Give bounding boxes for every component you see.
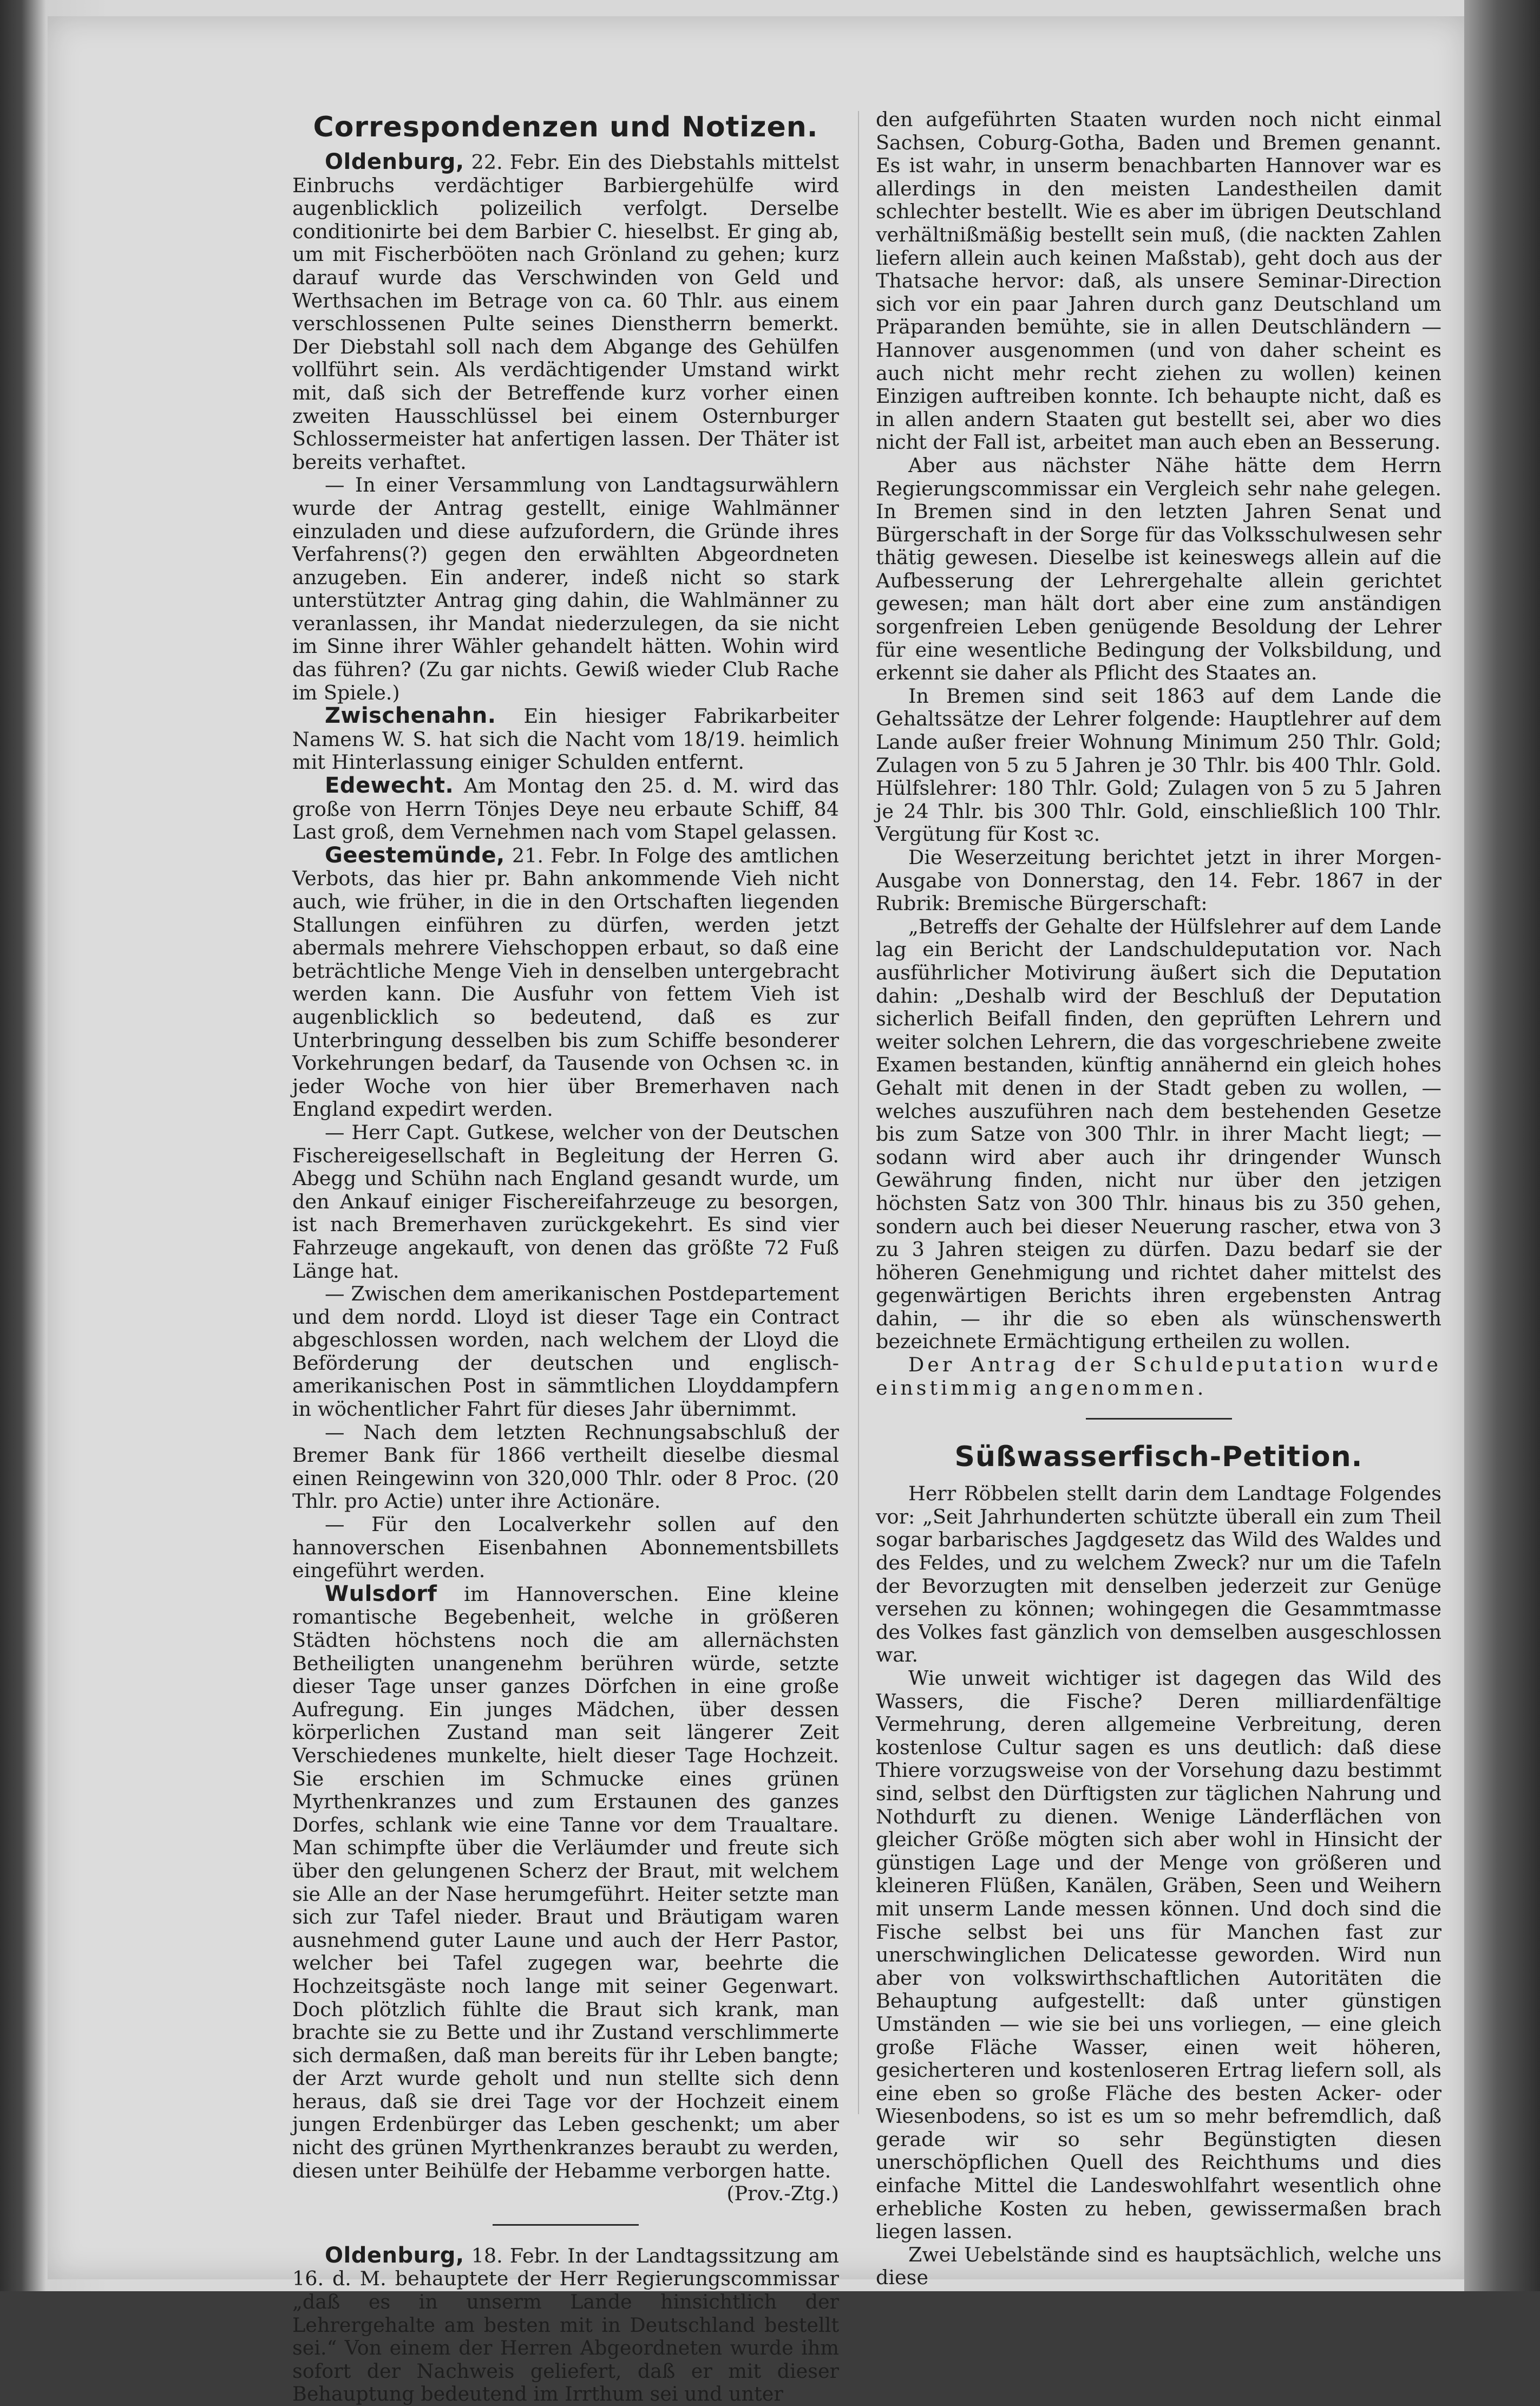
continued-text: den aufgeführten Staaten wurden noch nicht einmal Sachsen, Coburg-Gotha, Baden und Bremen genannt. Es ist wahr, in unserm benachbarten Hannover war es allerdings in den meisten Landestheilen damit schlechter bestellt. Wie es aber im übrigen Deutschland verhältnißmäßig bestellt sein muß, (die nackten Zahlen liefern allein auch keinen Maßstab), geht doch aus der Thatsache hervor: daß, als unsere Seminar-Direction sich vor ein paar Jahren durch ganz Deutschland um Präparanden bemühte, sie in allen Deutschländern — Hannover ausgenommen (und von daher scheint es auch nicht mehr recht ziehen zu wollen) keinen Einzigen auftreiben konnte. Ich behaupte nicht, daß es in allen andern Staaten gut bestellt sei, aber wo dies nicht der Fall ist, arbeitet man auch eben an Besserung.	[876, 108, 1441, 454]
news-item	[292, 474, 839, 704]
news-item	[292, 2244, 839, 2406]
news-text: — Für den Localverkehr sollen auf den hannoverschen Eisenbahnen Abonnementsbillets eingeführt werden.	[292, 1513, 839, 1583]
right-column	[876, 108, 1441, 2290]
place-name: Oldenburg,	[325, 2242, 464, 2268]
news-item	[292, 1513, 839, 1583]
news-text: 22. Febr. Ein des Diebstahls mittelst Einbruchs verdächtiger Barbiergehülfe wird augenblicklich polizeilich verfolgt. Derselbe conditionirte bei dem Barbier C. hieselbst. Er ging ab, um mit Fischerbööten nach Grönland zu gehen; kurz darauf wurde das Verschwinden von Geld und Werthsachen im Betrage von ca. 60 Thlr. aus einem verschlossenen Pulte seines Dienstherrn bemerkt. Der Diebstahl soll nach dem Abgange des Gehülfen vollführt sein. Als verdächtigender Umstand wirkt mit, daß sich der Betreffende kurz vorher einen zweiten Hausschlüssel bei einem Osternburger Schlossermeister hat anfertigen lassen. Der Thäter ist bereits verhaftet.	[292, 151, 840, 474]
news-item	[292, 151, 839, 474]
news-text: — Zwischen dem amerikanischen Postdepartement und dem nordd. Lloyd ist dieser Tage ein Contract abgeschlossen worden, nach welchem der Lloyd die Beförderung der deutschen und englisch-amerikanischen Post in sämmtlichen Lloyddampfern in wöchentlicher Fahrt für dieses Jahr übernimmt.	[292, 1282, 839, 1421]
article-headline: Süßwasserfisch-Petition.	[954, 1441, 1363, 1474]
place-name: Wulsdorf	[325, 1581, 437, 1606]
news-item	[292, 774, 839, 844]
source-signature: (Prov.-Ztg.)	[726, 2182, 839, 2206]
news-item	[292, 1583, 839, 2206]
place-name: Edewecht.	[325, 773, 454, 799]
news-item	[292, 704, 839, 774]
article-paragraph: Herr Röbbelen stellt darin dem Landtage Folgendes vor: „Seit Jahrhunderten schützte überall ein zum Theil sogar barbarisches Jagdgesetz das Wild des Waldes und des Feldes, und zu welchem Zweck? nur um die Tafeln der Bevorzugten mit denselben jederzeit zur Genüge versehen zu können; wohingegen die Gesammtmasse des Volkes fast gänzlich von demselben ausgeschlossen war.	[876, 1482, 1441, 1667]
news-text: Am Montag den 25. d. M. wird das große von Herrn Tönjes Deye neu erbaute Schiff, 84 Last groß, dem Vernehmen nach vom Stapel gelassen.	[292, 774, 839, 844]
news-text: 21. Febr. In Folge des amtlichen Verbots, das hier pr. Bahn ankommende Vieh nicht auch, wie früher, in die in den Ortschaften liegenden Stallungen einführen zu dürfen, werden jetzt abermals mehrere Viehschoppen erbaut, so daß eine beträchtliche Menge Vieh in denselben untergebracht werden kann. Die Ausfuhr von fettem Vieh ist augenblicklich so bedeutend, daß es zur Unterbringung desselben bis zum Schiffe besonderer Vorkehrungen bedarf, da Tausende von Ochsen ꝛc. in jeder Woche von hier über Bremerhaven nach England expedirt werden.	[292, 844, 840, 1121]
news-item	[292, 844, 839, 1121]
news-item	[292, 1421, 839, 1513]
news-text: — In einer Versammlung von Landtagsurwählern wurde der Antrag gestellt, einige Wahlmänner einzuladen und diese aufzufordern, die Gründe ihres Verfahrens(?) gegen den erwählten Abgeordneten anzugeben. Ein anderer, indeß nicht so stark unterstützter Antrag ging dahin, die Wahlmänner zu veranlassen, ihr Mandat niederzulegen, da sie nicht im Sinne ihrer Wähler gehandelt hätten. Wohin wird das führen? (Zu gar nichts. Gewiß wieder Club Rache im Spiele.)	[292, 473, 839, 704]
section-separator	[1086, 1418, 1232, 1420]
news-text: 18. Febr. In der Landtagssitzung am 16. d. M. behauptete der Herr Regierungscommissar „daß es in unserm Lande hinsichtlich der Lehrergehalte am besten mit in Deutschland bestellt sei.“ Von einem der Herren Abgeordneten wurde ihm sofort der Nachweis geliefert, daß er mit dieser Behauptung bedeutend im Irrthum sei und unter	[292, 2244, 840, 2406]
page-edge-shadow	[1464, 0, 1540, 2291]
column-divider	[858, 111, 859, 2114]
article-paragraph: In Bremen sind seit 1863 auf dem Lande die Gehaltssätze der Lehrer folgende: Hauptlehrer auf dem Lande außer freier Wohnung Minimum 250 Thlr. Gold; Zulagen von 5 zu 5 Jahren je 30 Thlr. bis 400 Thlr. Gold. Hülfslehrer: 180 Thlr. Gold; Zulagen von 5 zu 5 Jahren je 24 Thlr. bis 300 Thlr. Gold, einschließlich 100 Thlr. Vergütung für Kost ꝛc.	[876, 684, 1441, 846]
place-name: Oldenburg,	[325, 149, 464, 174]
news-text: — Nach dem letzten Rechnungsabschluß der Bremer Bank für 1866 vertheilt dieselbe diesmal einen Reingewinn von 320,000 Thlr. oder 8 Proc. (20 Thlr. pro Actie) unter ihre Actionäre.	[292, 1420, 839, 1513]
article-paragraph: Zwei Uebelstände sind es hauptsächlich, welche uns diese	[876, 2242, 1441, 2290]
place-name: Zwischenahn.	[325, 703, 496, 729]
section-headline: Correspondenzen und Notizen.	[313, 111, 818, 143]
section-separator	[493, 2224, 639, 2226]
news-item	[292, 1283, 839, 1421]
article-paragraph: Der Antrag der Schuldeputation wurde einstimmig angenommen.	[876, 1353, 1441, 1400]
article-paragraph: „Betreffs der Gehalte der Hülfslehrer auf dem Lande lag ein Bericht der Landschuldeputation vor. Nach ausführlicher Motivirung äußert sich die Deputation dahin: „Deshalb wird der Beschluß der Deputation sicherlich Beifall finden, den geprüften Lehrern und weiter solchen Lehrern, die das vorgeschriebene zweite Examen bestanden, künftig annähernd ein gleich hohes Gehalt mit denen in der Stadt geben zu wollen, — welches auszuführen nach dem bestehenden Gesetze bis zum Satze von 300 Thlr. in ihrer Macht liegt; — sodann wird aber auch ihr dringender Wunsch Gewährung finden, nicht nur über den jetzigen höchsten Satz von 300 Thlr. hinaus bis zu 350 gehen, sondern auch bei dieser Neuerung rascher, etwa von 3 zu 3 Jahren steigen zu dürfen. Dazu bedarf sie der höheren Genehmigung und richtet daher mittelst des gegenwärtigen Berichts ihren ergebensten Antrag dahin, — ihr die so eben als wünschenswerth bezeichnete Ermächtigung ertheilen zu wollen.	[876, 914, 1441, 1354]
news-text: — Herr Capt. Gutkese, welcher von der Deutschen Fischereigesellschaft in Begleitung der Herren G. Abegg und Schühn nach England gesandt wurde, um den Ankauf einiger Fischereifahrzeuge zu besorgen, ist nach Bremerhaven zurückgekehrt. Es sind vier Fahrzeuge angekauft, von denen das größte 72 Fuß Länge hat.	[292, 1120, 839, 1283]
article-paragraph: Aber aus nächster Nähe hätte dem Herrn Regierungscommissar ein Vergleich sehr nahe gelegen. In Bremen sind in den letzten Jahren Senat und Bürgerschaft in der Sorge für das Volksschulwesen sehr thätig gewesen. Dieselbe ist keineswegs allein auf die Aufbesserung der Lehrergehalte allein gerichtet gewesen; man hält dort aber eine zum anständigen sorgenfreien Leben genügende Besoldung der Lehrer für eine wesentliche Bedingung der Volksbildung, und erkennt sie daher als Pflicht des Staates an.	[876, 453, 1441, 685]
article-paragraph: Wie unweit wichtiger ist dagegen das Wild des Wassers, die Fische? Deren milliardenfältige Vermehrung, deren allgemeine Verbreitung, deren kostenlose Cultur sagen es uns deutlich: daß diese Thiere vorzugsweise von der Vorsehung dazu bestimmt sind, selbst den Dürftigsten zur täglichen Nahrung und Nothdurft zu dienen. Wenige Länderflächen von gleicher Größe mögten sich aber wohl in Hinsicht der günstigen Lage und der Menge von größeren und kleineren Flüßen, Kanälen, Gräben, Seen und Weihern mit unserm Lande messen können. Und doch sind die Fische selbst bei uns für Manchen fast zur unerschwinglichen Delicatesse geworden. Wird nun aber von volkswirthschaftlichen Autoritäten die Behauptung aufgestellt: daß unter günstigen Umständen — wie sie bei uns vorliegen, — eine gleich große Fläche Wasser, einen weit höheren, gesicherteren und kostenloseren Ertrag liefern soll, als eine eben so große Fläche des besten Acker- oder Wiesenbodens, so ist es um so mehr befremdlich, daß gerade wir so sehr Begünstigten diesen unerschöpflichen Quell des Reichthums und dies einfache Mittel die Landeswohlfahrt wesentlich ohne erhebliche Kosten zu heben, gewissermaßen brach liegen lassen.	[876, 1666, 1441, 2244]
news-item	[292, 1121, 839, 1283]
news-text: im Hannoverschen. Eine kleine romantische Begebenheit, welche in größeren Städten höchstens noch die am allernächsten Betheiligten unangenehm berühren würde, setzte dieser Tage unser ganzes Dörfchen in eine große Aufregung. Ein junges Mädchen, über dessen körperlichen Zustand man seit längerer Zeit Verschiedenes munkelte, hielt dieser Tage Hochzeit. Sie erschien im Schmucke eines grünen Myrthenkranzes und zum Erstaunen des ganzes Dorfes, schlank wie eine Tanne vor dem Traualtare. Man schimpfte über die Verläumder und freute sich über den gelungenen Scherz der Braut, mit welchem sie Alle an der Nase herumgeführt. Heiter setzte man sich zur Tafel nieder. Braut und Bräutigam waren ausnehmend guter Laune und auch der Herr Pastor, welcher bei Tafel zugegen war, beehrte die Hochzeitsgäste noch lange mit seiner Gegenwart. Doch plötzlich fühlte die Braut sich krank, man brachte sie zu Bette und ihr Zustand verschlimmerte sich dermaßen, daß man bereits für ihr Leben bangte; der Arzt wurde geholt und nun stellte sich denn heraus, daß sie drei Tage vor der Hochzeit einem jungen Erdenbürger das Leben geschenkt; um aber nicht des grünen Myrthenkranzes beraubt zu werden, diesen unter Beihülfe der Hebamme verborgen hatte.	[292, 1582, 839, 2182]
news-text: Ein hiesiger Fabrikarbeiter Namens W. S. hat sich die Nacht vom 18/19. heimlich mit Hinterlassung einiger Schulden entfernt.	[292, 704, 839, 774]
place-name: Geestemünde,	[325, 842, 505, 868]
left-column	[292, 108, 839, 2406]
article-paragraph: Die Weserzeitung berichtet jetzt in ihrer Morgen-Ausgabe von Donnerstag, den 14. Febr. 1867 in der Rubrik: Bremische Bürgerschaft:	[876, 846, 1441, 916]
